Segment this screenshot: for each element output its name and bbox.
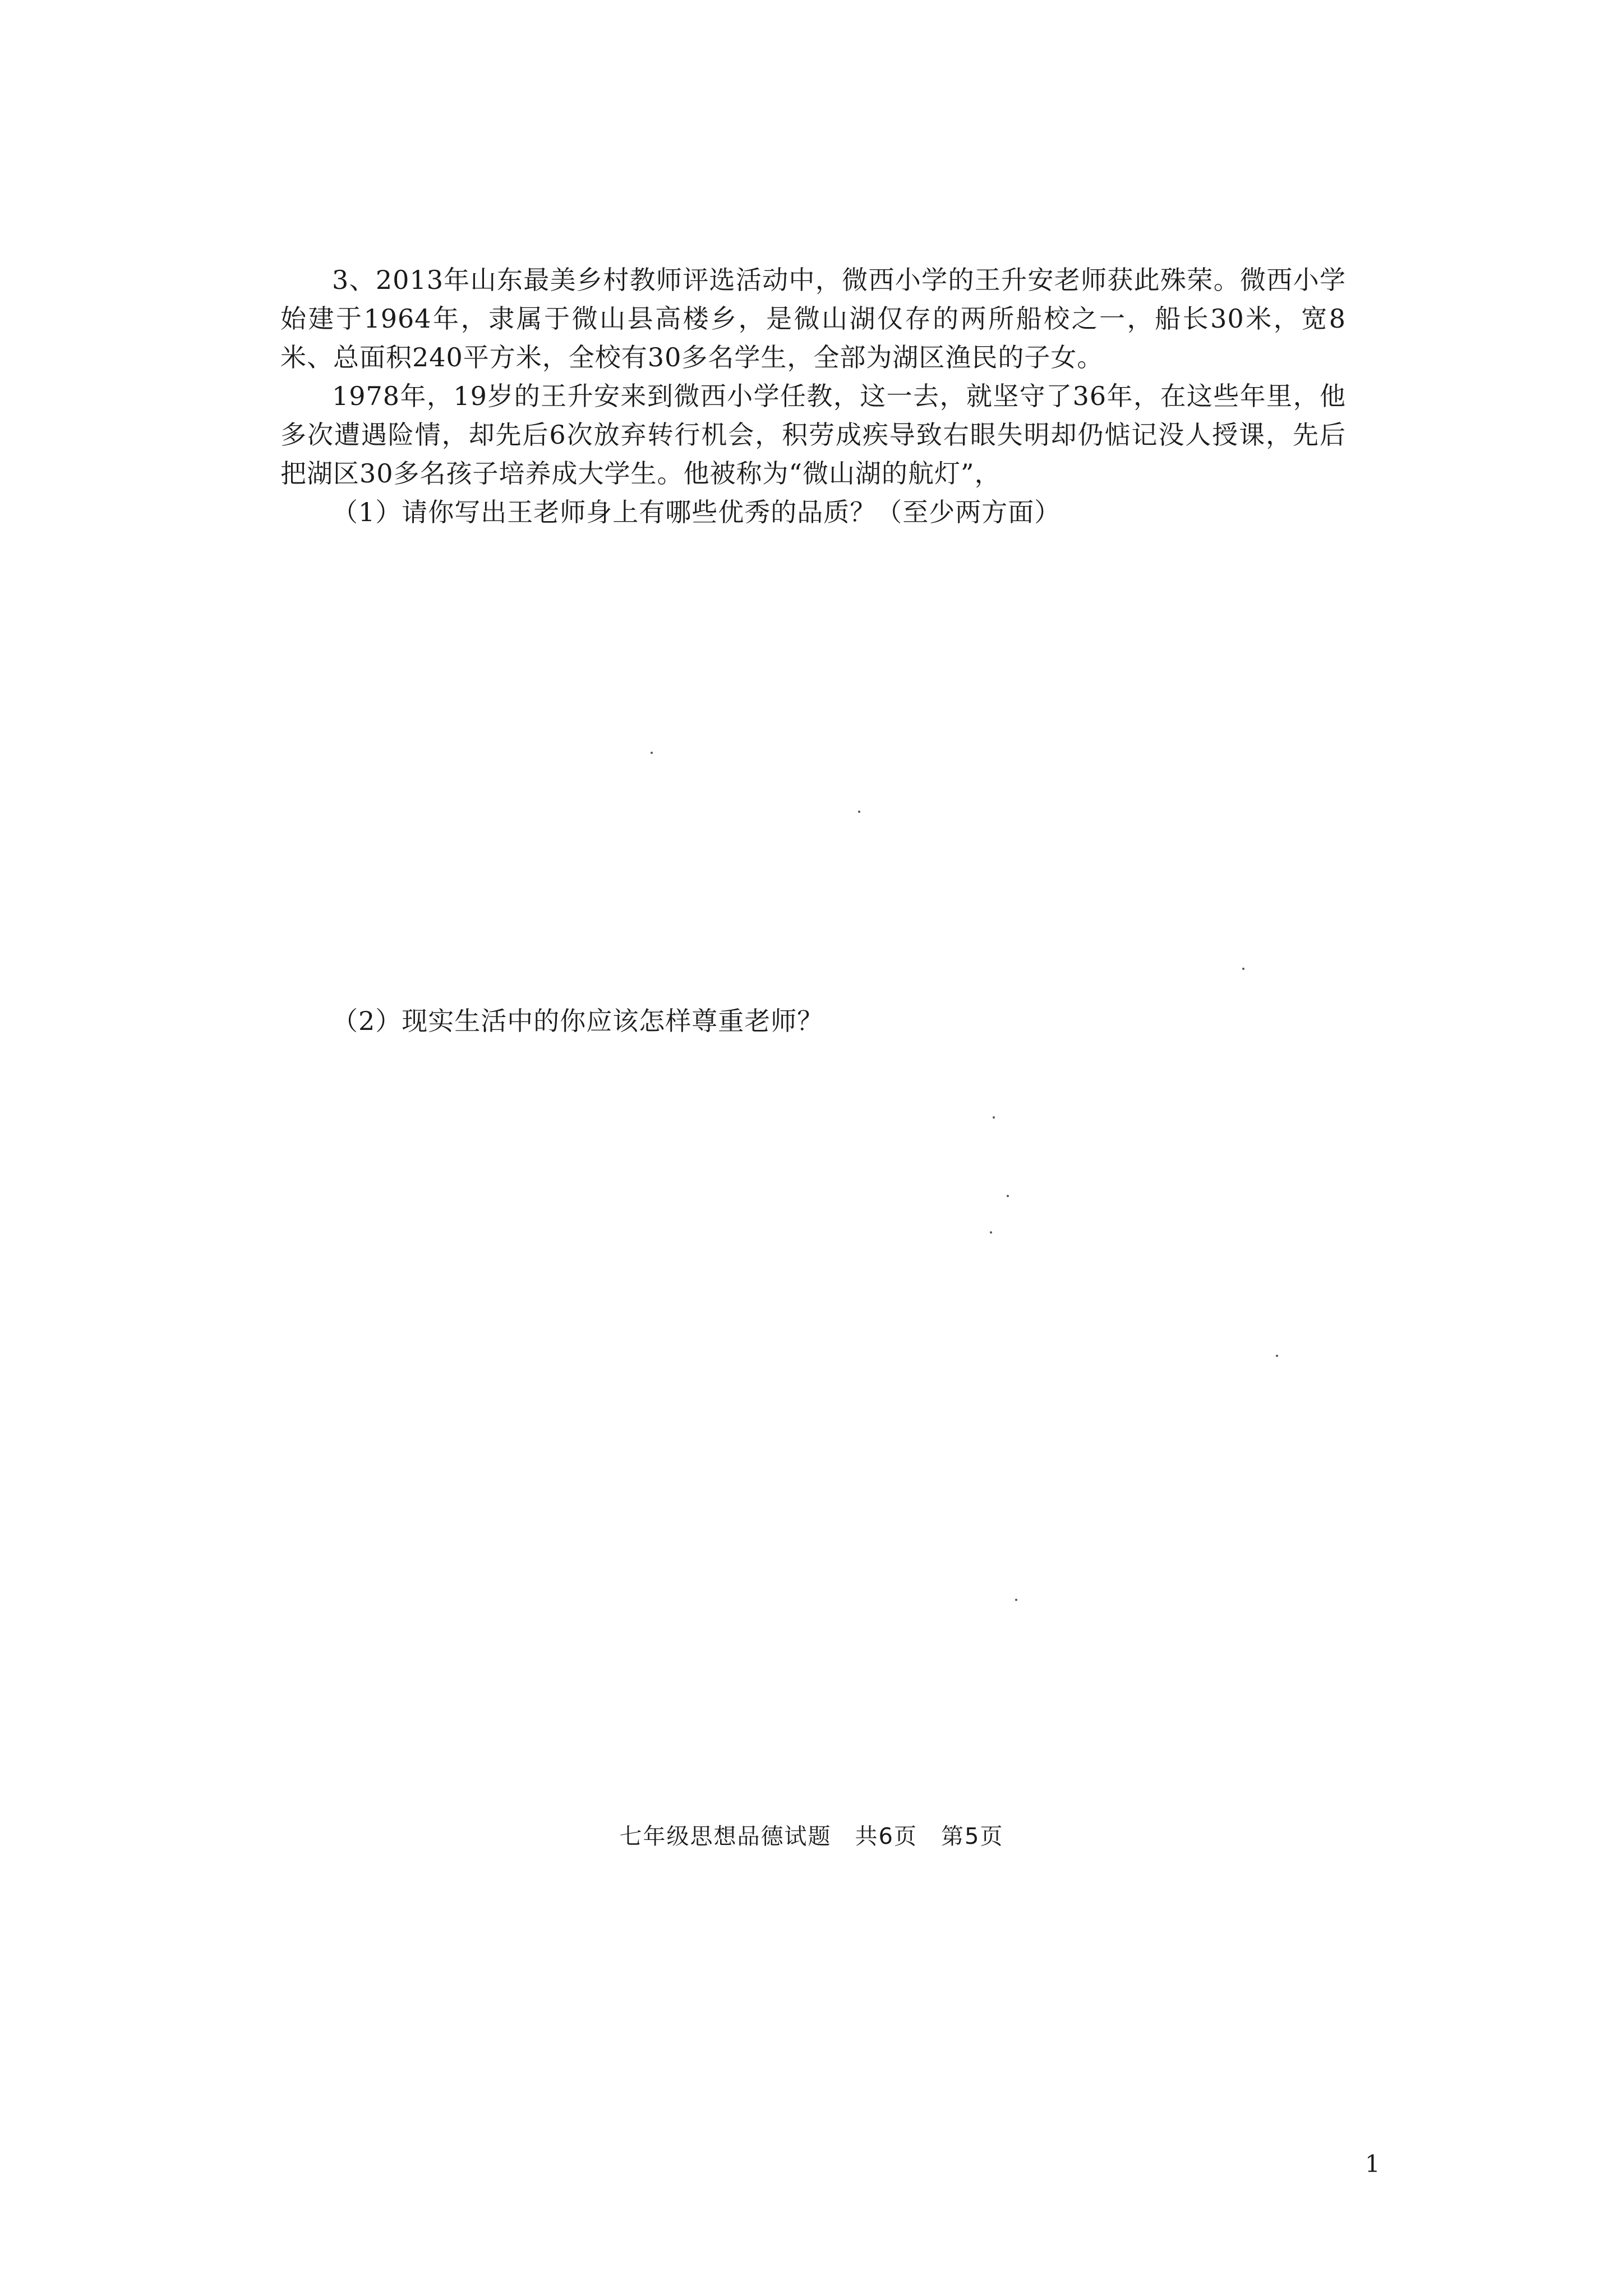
sub-question-1: （1）请你写出王老师身上有哪些优秀的品质？（至少两方面）: [332, 497, 1061, 527]
scan-speck: [993, 1116, 995, 1119]
scan-speck: [1276, 1355, 1278, 1357]
scan-speck: [990, 1231, 992, 1234]
scan-speck: [1242, 968, 1244, 970]
sub-question-2: （2）现实生活中的你应该怎样尊重老师？: [332, 1006, 824, 1036]
scan-speck: [1007, 1195, 1009, 1197]
page-number: 1: [1365, 2150, 1380, 2178]
scan-speck: [651, 752, 653, 754]
question-paragraph-1: 3、2013年山东最美乡村教师评选活动中，微西小学的王升安老师获此殊荣。微西小学始建于1964年，隶属于微山县高楼乡，是微山湖仅存的两所船校之一，船长30米，宽8米、总面积240平方米，全校有30多名学生，全部为湖区渔民的子女。: [280, 265, 1346, 372]
page-footer: 七年级思想品德试题 共6页 第5页: [619, 1824, 1004, 1849]
sub-question-2-block: [280, 1002, 1346, 1041]
scan-speck: [1015, 1599, 1017, 1601]
question-3: [280, 261, 1346, 532]
scan-speck: [858, 811, 860, 813]
question-paragraph-2: 1978年，19岁的王升安来到微西小学任教，这一去，就坚守了36年，在这些年里，他多次遭遇险情，却先后6次放弃转行机会，积劳成疾导致右眼失明却仍惦记没人授课，先后把湖区30多名孩子培养成大学生。他被称为“微山湖的航灯”，: [280, 381, 1346, 489]
